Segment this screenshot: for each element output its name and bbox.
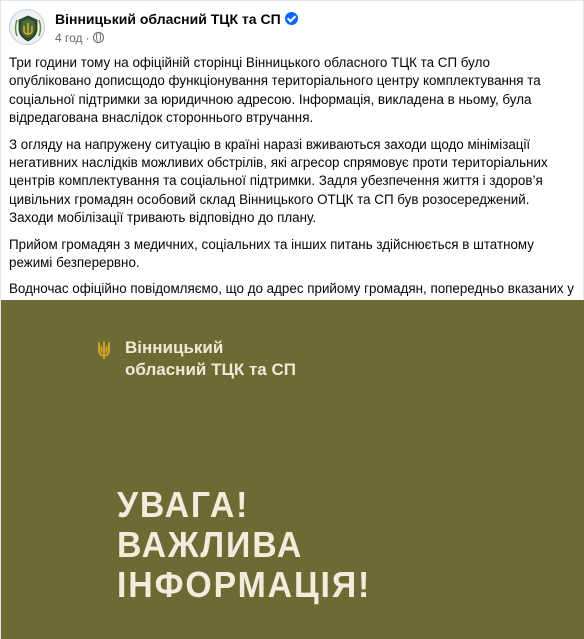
post-paragraph-2: З огляду на напружену ситуацію в країні наразі вживаються заходи щодо мінімізації негативних наслідків можливих обстрілів, які агресор спрямовує проти територіальних центрів комплектування та соціальної підтримки. Задля убезпечення життя і здоров’я цивільних громадян особовий склад Вінницького ОТЦК та СП був розосереджений. Заходи мобілізації тривають відповідно до плану. [9,136,548,226]
page-avatar[interactable] [9,9,45,45]
page-name: Вінницький обласний ТЦК та СП [55,11,281,27]
post-paragraph-3: Прийом громадян з медичних, соціальних та інших питань здійснюється в штатному режимі безперервно. [9,236,534,271]
banner-logo-line-2: обласний ТЦК та СП [125,360,296,379]
headline-line-3: ІНФОРМАЦІЯ! [117,564,372,605]
emblem-icon [10,10,45,45]
post-header [9,9,569,49]
meta-separator: · [85,31,90,45]
post-text [9,54,575,325]
post-paragraph-4: Водночас офіційно повідомляємо, що до адрес прийому громадян, попередньо вказаних у [9,281,574,297]
banner-logo-line-1: Вінницький [125,338,224,357]
page-name-link[interactable] [55,11,298,27]
globe-icon[interactable] [93,32,104,43]
post-image-banner[interactable] [1,300,584,639]
post-paragraph-1: Три години тому на офіційній сторінці Вінницького обласного ТЦК та СП було опубліковано дописщодо функціонування територіального центру комплектування та соціальної підтримки за юридичною адресою. Інформація, викладена в ньому, була відредагована внаслідок стороннього втручання. [9,55,541,126]
post-meta [55,31,104,45]
headline-line-2: ВАЖЛИВА [117,524,304,565]
headline-line-1: УВАГА! [117,484,250,525]
post-time[interactable]: 4 год [55,31,83,45]
banner-headline [117,485,371,605]
verified-badge-icon [285,12,298,25]
trident-icon [97,341,111,359]
